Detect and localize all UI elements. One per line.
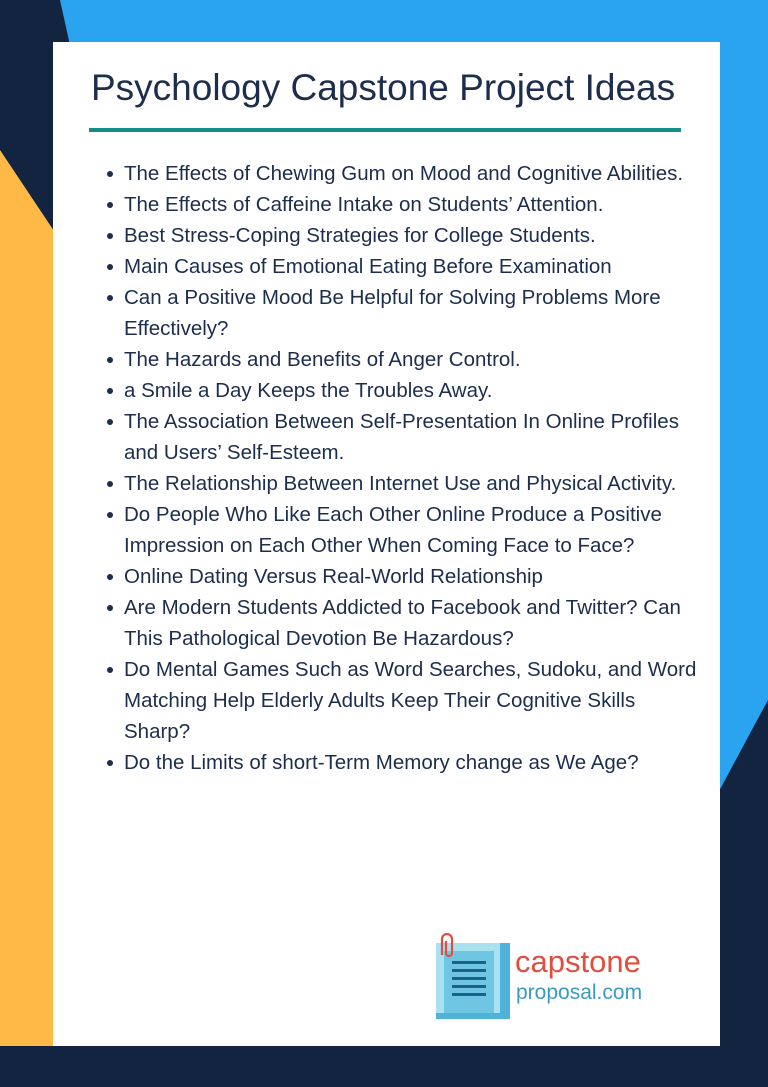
list-item: The Hazards and Benefits of Anger Control. [124, 344, 704, 375]
list-item: Are Modern Students Addicted to Facebook and Twitter? Can This Pathological Devotion Be Hazardous? [124, 592, 704, 654]
list-item: Can a Positive Mood Be Helpful for Solving Problems More Effectively? [124, 282, 704, 344]
navy-bottom-band [0, 1046, 768, 1087]
list-item: The Association Between Self-Presentation In Online Profiles and Users’ Self-Esteem. [124, 406, 704, 468]
list-item: Do People Who Like Each Other Online Produce a Positive Impression on Each Other When Coming Face to Face? [124, 499, 704, 561]
list-item: Do the Limits of short-Term Memory change as We Age? [124, 747, 704, 778]
content-card [53, 42, 720, 1046]
list-item: Do Mental Games Such as Word Searches, Sudoku, and Word Matching Help Elderly Adults Keep Their Cognitive Skills Sharp? [124, 654, 704, 747]
document-with-paperclip-icon [436, 933, 512, 1019]
title-underline [89, 128, 681, 132]
list-item: Online Dating Versus Real-World Relationship [124, 561, 704, 592]
list-item: The Effects of Chewing Gum on Mood and Cognitive Abilities. [124, 158, 704, 189]
list-item: The Relationship Between Internet Use and Physical Activity. [124, 468, 704, 499]
list-item: Main Causes of Emotional Eating Before Examination [124, 251, 704, 282]
list-item: Best Stress-Coping Strategies for College Students. [124, 220, 704, 251]
logo-wordmark: capstone [515, 944, 641, 979]
list-item: The Effects of Caffeine Intake on Students’ Attention. [124, 189, 704, 220]
ideas-list [124, 158, 704, 778]
logo-domain: proposal.com [516, 981, 643, 1004]
page-title: Psychology Capstone Project Ideas [91, 67, 676, 108]
list-item: a Smile a Day Keeps the Troubles Away. [124, 375, 704, 406]
capstone-proposal-logo [436, 933, 716, 1023]
